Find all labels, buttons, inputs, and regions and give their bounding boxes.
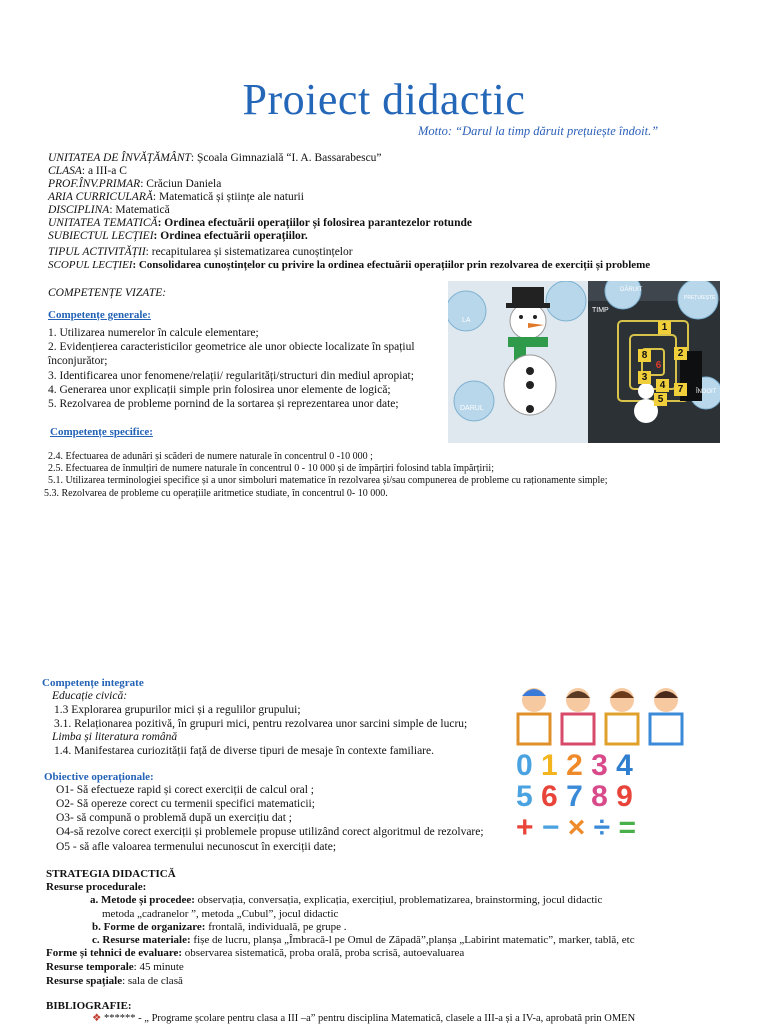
header-label: CLASA <box>48 165 82 177</box>
strategia-label: Resurse temporale <box>46 961 134 973</box>
list-item: O2- Să opereze corect cu termenii specifici matematicii; <box>56 798 315 810</box>
photo-label-daruit: DĂRUIT <box>620 287 643 293</box>
header-row-prof <box>48 178 221 191</box>
operator-equals: = <box>618 811 636 844</box>
operator-minus: − <box>541 811 560 844</box>
strategia-label: a. Metode și procedee: <box>90 894 195 906</box>
header-value: : Ordinea efectuării operațiilor. <box>153 230 308 242</box>
maze-number: 5 <box>654 393 667 406</box>
photo-label-darul: DARUL <box>460 405 484 412</box>
strategia-label: b. Forme de organizare: <box>92 921 206 933</box>
list-item: înconjurător; <box>48 355 108 367</box>
strategia-value: fișe de lucru, planșa „Îmbracă-l pe Omul de Zăpadă”,planșa „Labirint matematic”, marker, tablă, etc <box>190 934 635 946</box>
list-item: 5.3. Rezolvarea de probleme cu operațiile aritmetice studiate, în concentrul 0- 10 000. <box>44 488 388 499</box>
list-item: 1.3 Explorarea grupurilor mici și a regulilor grupului; <box>54 704 301 716</box>
header-value: : Matematică <box>109 204 170 216</box>
digit: 0 <box>516 749 533 782</box>
strategia-label: Resurse spațiale <box>46 975 123 987</box>
temporale-row <box>46 961 184 974</box>
header-value: : Școala Gimnazială “I. A. Bassarabescu” <box>190 152 382 164</box>
header-value: : a III-a C <box>81 165 127 177</box>
photo-label-indoit: ÎNDOIT <box>696 389 717 395</box>
header-label: ARIA CURRICULARĂ <box>48 191 153 203</box>
subsection-title: Educație civică: <box>52 690 128 702</box>
strategia-value: frontală, individuală, pe grupe . <box>205 921 347 933</box>
list-item: O1- Să efectueze rapid și corect exerciții de calcul oral ; <box>56 784 314 796</box>
strategia-heading: STRATEGIA DIDACTICĂ <box>46 868 176 880</box>
header-row-scop <box>48 259 650 272</box>
header-row-unitate <box>48 152 382 165</box>
maze-number: 7 <box>674 383 687 396</box>
evaluare-row <box>46 947 464 960</box>
header-label: TIPUL ACTIVITĂȚII <box>48 246 146 258</box>
list-item: 1.4. Manifestarea curiozității față de diverse tipuri de mesaje în contexte familiare. <box>54 745 434 757</box>
list-item: 5. Rezolvarea de probleme pornind de la sortarea și reprezentarea unor date; <box>48 398 399 410</box>
digit: 5 <box>516 780 533 813</box>
digit: 4 <box>616 749 633 782</box>
competente-generale-heading: Competențe generale: <box>48 309 151 321</box>
header-row-unitate-tematica <box>48 217 472 230</box>
kids-illustration <box>512 684 690 754</box>
competente-specifice-heading: Competențe specifice: <box>50 426 153 438</box>
subsection-title: Limba și literatura română <box>52 731 178 743</box>
list-item: 2. Evidențierea caracteristicilor geometrice ale unor obiecte localizate în spațiul <box>48 341 415 353</box>
header-value: : Matematică și științe ale naturii <box>152 191 304 203</box>
strategia-value: : sala de clasă <box>122 975 183 987</box>
header-row-subiect <box>48 230 308 243</box>
header-value: : recapitularea și sistematizarea cunoștințelor <box>145 246 353 258</box>
digit: 9 <box>616 780 633 813</box>
spatiale-row <box>46 975 183 988</box>
list-item: 5.1. Utilizarea terminologiei specifice și a unor simboluri matematice în rezolvarea și/sau compunerea de probleme cu raționamente simple; <box>48 475 608 486</box>
header-value: : Consolidarea cunoștințelor cu privire la ordinea efectuării operațiilor prin rezolvarea de exerciții și probleme <box>132 259 651 271</box>
snowman-photo <box>448 281 720 443</box>
resurse-procedurale: Resurse procedurale: <box>46 881 147 893</box>
list-item: 2.5. Efectuarea de înmulțiri de numere naturale în concentrul 0 - 10 000 și de împărțiri folosind tabla împărțirii; <box>48 463 494 474</box>
header-label: DISCIPLINA <box>48 204 110 216</box>
competente-vizate-heading: COMPETENȚE VIZATE: <box>48 287 167 299</box>
operator-times: × <box>567 811 586 844</box>
competente-integrate-heading: Competențe integrate <box>42 677 144 689</box>
list-item: 4. Generarea unor explicații simple prin folosirea unor elemente de logică; <box>48 384 391 396</box>
header-label: SCOPUL LECȚIEI <box>48 259 133 271</box>
kids-numbers-illustration <box>512 684 690 844</box>
obiective-heading: Obiective operaționale: <box>44 771 154 783</box>
strategia-value: : 45 minute <box>133 961 184 973</box>
motto: Motto: “Darul la timp dăruit prețuiește îndoit.” <box>418 124 659 138</box>
bibliografie-text: ****** - „ Programe școlare pentru clasa a III –a” pentru disciplina Matematică, clasele a III-a și a IV-a, aprobată prin OMEN <box>104 1013 636 1024</box>
bullet-icon: ❖ <box>92 1013 102 1024</box>
materiale-row <box>92 934 635 947</box>
digit: 1 <box>541 749 558 782</box>
bibliografie-heading: BIBLIOGRAFIE: <box>46 1000 132 1012</box>
list-item: O3- să compună o problemă după un exercițiu dat ; <box>56 812 292 824</box>
digit: 7 <box>566 780 583 813</box>
header-label: UNITATEA DE ÎNVĂȚĂMÂNT <box>48 152 191 164</box>
header-row-clasa <box>48 165 127 178</box>
maze-number: 2 <box>674 347 687 360</box>
metode-row <box>90 894 602 907</box>
maze-number: 4 <box>656 379 669 392</box>
photo-label-timp: TIMP <box>592 307 609 314</box>
maze-number: 8 <box>638 349 651 362</box>
list-item: O5 - să afle valoarea termenului necunoscut în exerciții date; <box>56 841 337 853</box>
strategia-label: Forme și tehnici de evaluare: <box>46 947 183 959</box>
strategia-value: observația, conversația, explicația, exercițiul, problematizarea, brainstorming, jocul didactic <box>194 894 603 906</box>
list-item: 1. Utilizarea numerelor în calcule elementare; <box>48 327 259 339</box>
header-label: UNITATEA TEMATICĂ <box>48 217 158 229</box>
operator-plus: + <box>516 811 534 844</box>
digit: 3 <box>591 749 608 782</box>
list-item: 2.4. Efectuarea de adunări și scăderi de numere naturale în concentrul 0 -10 000 ; <box>48 451 373 462</box>
metode-row-2: metoda „cadranelor ”, metoda „Cubul”, jocul didactic <box>102 908 339 920</box>
maze-number: 1 <box>658 321 671 334</box>
operator-divide: ÷ <box>593 811 611 844</box>
digits-grid <box>516 750 692 843</box>
digit: 8 <box>591 780 608 813</box>
digit: 6 <box>541 780 558 813</box>
header-value: : Crăciun Daniela <box>140 178 222 190</box>
header-row-aria <box>48 191 304 204</box>
page-title: Proiect didactic <box>242 75 526 124</box>
list-item: 3. Identificarea unor fenomene/relații/ regularități/structuri din mediul apropiat; <box>48 370 414 382</box>
header-label: SUBIECTUL LECȚIEI <box>48 230 154 242</box>
list-item: 3.1. Relaționarea pozitivă, în grupuri mici, pentru rezolvarea unor sarcini simple de lucru; <box>54 718 468 730</box>
maze-number: 6 <box>655 360 662 371</box>
header-row-tip <box>48 246 353 259</box>
photo-label-pretuieste: PREȚUIEȘTE <box>684 295 716 301</box>
list-item: O4-să rezolve corect exerciții și problemele propuse utilizând corect algoritmul de rezolvare; <box>56 826 484 838</box>
maze-number: 3 <box>638 371 651 384</box>
snowman-illustration <box>448 281 720 443</box>
photo-label-la: LA <box>462 317 471 324</box>
header-row-disciplina <box>48 204 170 217</box>
header-label: PROF.ÎNV.PRIMAR <box>48 178 141 190</box>
forme-row <box>92 921 347 934</box>
strategia-label: c. Resurse materiale: <box>92 934 191 946</box>
strategia-value: observarea sistematică, proba orală, proba scrisă, autoevaluarea <box>182 947 465 959</box>
header-value: : Ordinea efectuării operațiilor și folosirea parantezelor rotunde <box>157 217 472 229</box>
digit: 2 <box>566 749 583 782</box>
